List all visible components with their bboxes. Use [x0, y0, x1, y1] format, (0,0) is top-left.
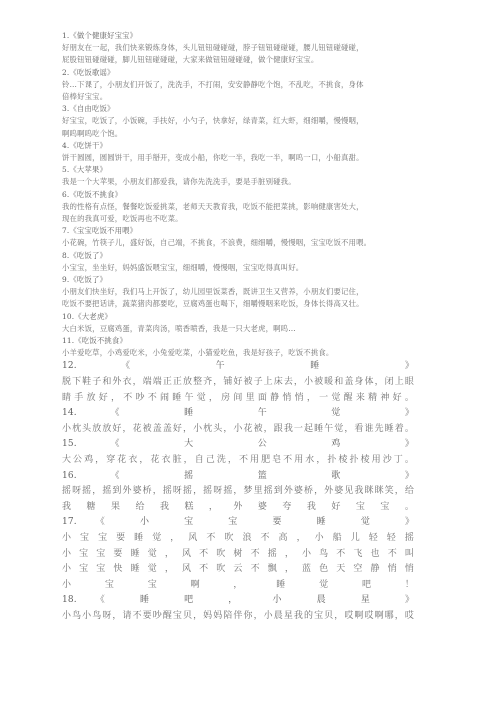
title-part: 》: [404, 595, 414, 606]
section-title: 10.《大老虎》: [62, 311, 112, 321]
title-part: 小: [139, 517, 166, 528]
section-text-line: 大白米饭，豆腐鸡蛋，青菜肉汤，喷香喷香，我是一只大老虎，啊呜…: [62, 323, 296, 333]
section-title: 7.《宝宝吃饭不用喂》: [62, 226, 138, 236]
section-title: 11.《吃饭不挑食》: [62, 336, 127, 346]
title-part: 睡: [184, 408, 224, 419]
section-text-line: 吃饭不要把话讲，蔬菜猪肉都要吃，豆腐鸡蛋也喝下，细嚼慢咽来吃饭，身体长得高又壮。: [62, 299, 364, 309]
section-title: [62, 515, 414, 531]
title-part: 睡: [316, 517, 342, 528]
section-title: [62, 359, 414, 375]
title-part: 公: [257, 439, 298, 450]
section-title: 8.《吃饭了》: [62, 250, 108, 260]
section-text-line: 现在的我真可爱，吃饭再也不吃菜。: [62, 214, 183, 224]
section-text-line: 啊呜啊呜吃个饱。: [62, 128, 123, 138]
document-body: [62, 30, 414, 625]
section-text-line: 大公鸡，穿花衣，花衣脏，自己洗，不用肥皂不用水，扑棱扑棱用沙丁。: [62, 455, 414, 466]
title-part: 《: [110, 470, 151, 481]
title-part: 歌: [331, 470, 372, 481]
title-part: 星: [360, 595, 386, 606]
section-text-line: 小宝宝要睡觉，风不吹树不摇，小鸟不飞也不叫: [62, 548, 414, 559]
title-part: 篮: [257, 470, 298, 481]
section-title: 6.《吃饭不挑食》: [62, 189, 123, 199]
title-part: 》: [404, 439, 414, 450]
title-part: 》: [404, 517, 414, 528]
title-part: 睡: [310, 361, 361, 372]
section-title: 1.《做个健康好宝宝》: [62, 31, 138, 40]
section-text-line: 小鸟小鸟呀，请不要吵醒宝贝，妈妈陪伴你，小晨星我的宝贝，哎啊哎啊哪，哎: [62, 610, 414, 621]
title-part: 宝: [184, 517, 210, 528]
title-part: 晨: [316, 595, 342, 606]
section-title: 2.《吃饭歌谣》: [62, 67, 115, 77]
title-part: 》: [404, 470, 414, 481]
section-text-line: 我是一个大苹果，小朋友们都爱我，请你先洗洗手，要是手脏别碰我。: [62, 177, 296, 187]
title-part: 《: [95, 595, 121, 606]
section-text-line: 屁股钮钮碰碰碰，脚儿钮钮碰碰碰，大家来做钮钮碰碰碰，做个健康好宝宝。: [62, 55, 319, 65]
title-part: 《: [121, 361, 172, 372]
section-text-line: 睛手放好，不吵不闹睡午觉，房间里面静悄悄，一觉醒来精神好。: [62, 392, 414, 403]
section-text-line: 小花碗，竹筷子儿，盛好饭，自己端，不挑食，不浪费，细细嚼，慢慢咽，宝宝吃饭不用喂。: [62, 238, 372, 248]
title-part: 大: [184, 439, 224, 450]
section-title: [62, 469, 414, 485]
title-part: 吧: [184, 595, 210, 606]
section-text-line: 我的性格有点怪，餐餐吃饭爱挑菜，老师天天教育我，吃饭不能把菜挑，影响健康害处大，: [62, 201, 364, 211]
title-part: 》: [404, 361, 414, 372]
title-part: 16.: [62, 470, 77, 481]
section-text-line: 饼干圆圆，圆圆饼干，用手掰开，变成小船，你吃一半，我吃一半，啊呜一口，小船真甜。: [62, 153, 364, 163]
title-part: 》: [404, 408, 414, 419]
section-title: 3.《自由吃饭》: [62, 104, 115, 114]
section-text-line: 好朋友在一起，我们快来锻炼身体，头儿钮钮碰碰碰，脖子钮钮碰碰碰，腰儿钮钮碰碰碰，: [62, 43, 364, 53]
section-title: 9.《吃饭了》: [62, 275, 108, 285]
section-text-line: 小枕头放放好，花被盖盖好，小枕头，小花被，跟我一起睡午觉，看谁先睡着。: [62, 423, 414, 434]
section-text-line: 摇呀摇，摇到外婆桥，摇呀摇，摇呀摇，梦里摇到外婆桥，外婆见我眯眯笑，给: [62, 486, 414, 497]
title-part: 要: [272, 517, 298, 528]
title-part: 摇: [184, 470, 224, 481]
title-part: 18.: [62, 595, 77, 606]
title-part: 宝: [228, 517, 254, 528]
title-part: ，: [228, 595, 254, 606]
title-part: 12.: [62, 361, 77, 372]
section-title: 5.《大苹果》: [62, 165, 108, 175]
title-part: 15.: [62, 439, 77, 450]
section-text-line: 倍棒好宝宝。: [62, 92, 108, 102]
title-part: 睡: [139, 595, 166, 606]
section-title: 4.《吃饼干》: [62, 140, 108, 150]
title-part: 《: [95, 517, 121, 528]
section-text-line: 小羊爱吃草，小鸡爱吃米，小兔爱吃菜，小猫爱吃鱼，我是好孩子，吃饭不挑食。: [62, 348, 334, 358]
section-text-line: 小朋友们快坐好，我们马上开饭了，幼儿园里饭菜香，既讲卫生又营养，小朋友们要记住，: [62, 287, 364, 297]
section-text-line: 小宝宝，坐坐好，妈妈盛饭喂宝宝，细细嚼，慢慢咽，宝宝吃得真叫好。: [62, 262, 304, 272]
section-text-line: 小宝宝快睡觉，风不吹云不飘，蓝色天空静悄悄: [62, 564, 414, 575]
title-part: 午: [215, 361, 266, 372]
title-part: 《: [110, 439, 151, 450]
section-text-line: 铃…下课了，小朋友们开饭了，洗洗手，不打闹，安安静静吃个饱，不乱吃，不挑食，身体: [62, 79, 364, 89]
title-part: 觉: [331, 408, 372, 419]
title-part: 《: [110, 408, 151, 419]
section-title: [62, 593, 414, 609]
section-text-line: 小宝宝啊，睡觉吧！: [62, 579, 414, 590]
section-text-line: 小宝宝要睡觉，风不吹浪不高，小船儿轻轻摇: [62, 533, 414, 544]
section-title: [62, 406, 414, 422]
section-title: [62, 437, 414, 453]
title-part: 鸡: [331, 439, 372, 450]
title-part: 觉: [360, 517, 386, 528]
title-part: 14.: [62, 408, 77, 419]
section-text-line: 好宝宝，吃饭了，小饭碗，手扶好，小勺子，快拿好，绿青菜，红大虾，细细嚼，慢慢咽，: [62, 116, 364, 126]
title-part: 午: [257, 408, 298, 419]
title-part: 17.: [62, 517, 77, 528]
section-text-line: 我糖果给我糕，外婆夸我好宝宝。: [62, 501, 414, 512]
section-text-line: 脱下鞋子和外衣，端端正正放整齐，铺好被子上床去，小被暖和盖身体，闭上眼: [62, 377, 414, 388]
title-part: 小: [272, 595, 298, 606]
